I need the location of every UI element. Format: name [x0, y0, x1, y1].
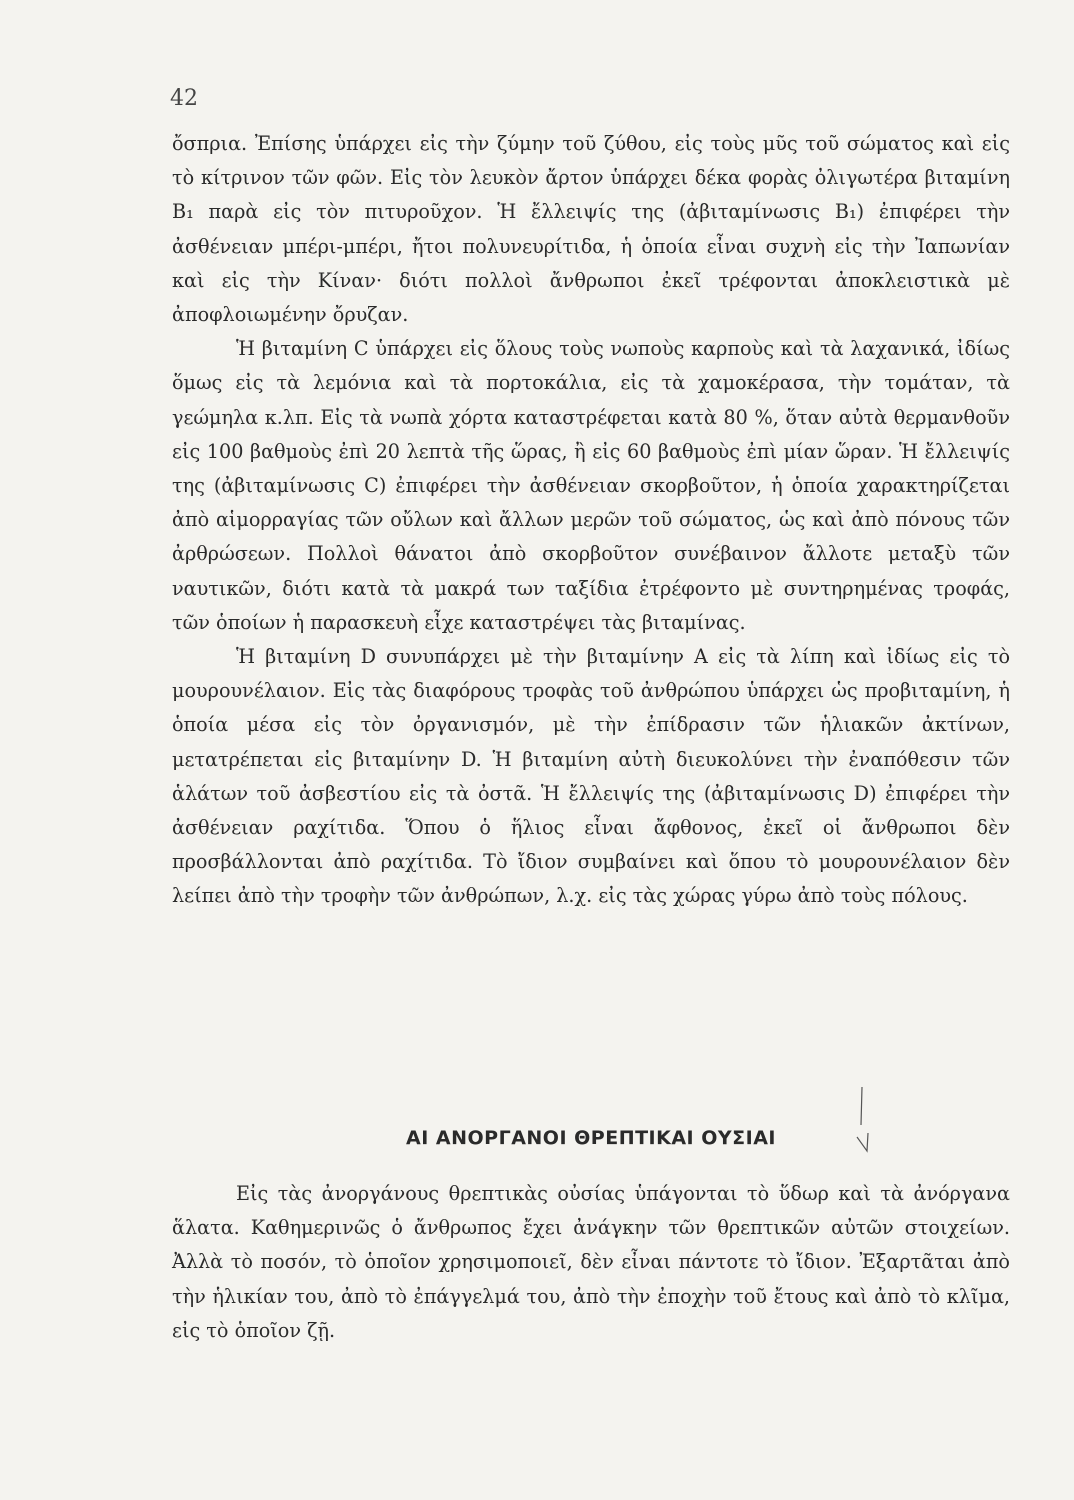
inorganic-nutrients-text — [172, 1177, 1010, 1348]
vitamins-text — [172, 127, 1010, 914]
paragraph-inorganic-nutrients: Εἰς τὰς ἀνοργάνους θρεπτικὰς οὐσίας ὑπάγονται τὸ ὕδωρ καὶ τὰ ἀνόργανα ἅλατα. Καθημερινῶς ὁ ἄνθρωπος ἔχει ἀνάγκην τῶν θρεπτικῶν αὐτῶν στοιχείων. Ἀλλὰ τὸ ποσόν, τὸ ὁποῖον χρησιμοποιεῖ, δὲν εἶναι πάντοτε τὸ ἴδιον. Ἐξαρτᾶται ἀπὸ τὴν ἡλικίαν του, ἀπὸ τὸ ἐπάγγελμά του, ἀπὸ τὴν ἐποχὴν τοῦ ἔτους καὶ ἀπὸ τὸ κλῖμα, εἰς τὸ ὁποῖον ζῇ. — [172, 1182, 1010, 1342]
paragraph-vitamin-b1-continuation: ὄσπρια. Ἐπίσης ὑπάρχει εἰς τὴν ζύμην τοῦ ζύθου, εἰς τοὺς μῦς τοῦ σώματος καὶ εἰς τὸ κίτρινον τῶν φῶν. Εἰς τὸν λευκὸν ἄρτον ὑπάρχει δέκα φορὰς ὀλιγωτέρα βιταμίνη B₁ παρὰ εἰς τὸν πιτυροῦχον. Ἡ ἔλλειψίς της (ἀβιταμίνωσις B₁) ἐπιφέρει τὴν ἀσθένειαν μπέρι-μπέρι, ἤτοι πολυνευρίτιδα, ἡ ὁποία εἶναι συχνὴ εἰς τὴν Ἰαπωνίαν καὶ εἰς τὴν Κίναν· διότι πολλοὶ ἄνθρωποι ἐκεῖ τρέφονται ἀποκλειστικὰ μὲ ἀποφλοιωμένην ὄρυζαν. — [172, 132, 1010, 327]
paragraph-vitamin-c: Ἡ βιταμίνη C ὑπάρχει εἰς ὅλους τοὺς νωποὺς καρποὺς καὶ τὰ λαχανικά, ἰδίως ὅμως εἰς τὰ λεμόνια καὶ τὰ πορτοκάλια, εἰς τὰ χαμοκέρασα, τὴν τομάταν, τὰ γεώμηλα κ.λπ. Εἰς τὰ νωπὰ χόρτα καταστρέφεται κατὰ 80 %, ὅταν αὐτὰ θερμανθοῦν εἰς 100 βαθμοὺς ἐπὶ 20 λεπτὰ τῆς ὥρας, ἢ εἰς 60 βαθμοὺς ἐπὶ μίαν ὥραν. Ἡ ἔλλειψίς της (ἀβιταμίνωσις C) ἐπιφέρει τὴν ἀσθένειαν σκορβοῦτον, ἡ ὁποία χαρακτηρίζεται ἀπὸ αἱμορραγίας τῶν οὔλων καὶ ἄλλων μερῶν τοῦ σώματος, ὡς καὶ ἀπὸ πόνους τῶν ἀρθρώσεων. Πολλοὶ θάνατοι ἀπὸ σκορβοῦτον συνέβαινον ἄλλοτε μεταξὺ τῶν ναυτικῶν, διότι κατὰ τὰ μακρά των ταξίδια ἐτρέφοντο μὲ συντηρημένας τροφάς, τῶν ὁποίων ἡ παρασκευὴ εἶχε καταστρέψει τὰς βιταμίνας. — [172, 337, 1010, 634]
section-heading: ΑΙ ΑΝΟΡΓΑΝΟΙ ΘΡΕΠΤΙΚΑΙ ΟΥΣΙΑΙ — [406, 1127, 776, 1149]
paragraph-vitamin-d: Ἡ βιταμίνη D συνυπάρχει μὲ τὴν βιταμίνην A εἰς τὰ λίπη καὶ ἰδίως εἰς τὸ μουρουνέλαιον. Εἰς τὰς διαφόρους τροφὰς τοῦ ἀνθρώπου ὑπάρχει ὡς προβιταμίνη, ἡ ὁποία μέσα εἰς τὸν ὀργανισμόν, μὲ τὴν ἐπίδρασιν τῶν ἡλιακῶν ἀκτίνων, μετατρέπεται εἰς βιταμίνην D. Ἡ βιταμίνη αὐτὴ διευκολύνει τὴν ἐναπόθεσιν τῶν ἁλάτων τοῦ ἀσβεστίου εἰς τὰ ὀστᾶ. Ἡ ἔλλειψίς της (ἀβιταμίνωσις D) ἐπιφέρει τὴν ἀσθένειαν ραχίτιδα. Ὅπου ὁ ἥλιος εἶναι ἄφθονος, ἐκεῖ οἱ ἄνθρωποι δὲν προσβάλλονται ἀπὸ ραχίτιδα. Τὸ ἴδιον συμβαίνει καὶ ὅπου τὸ μουρουνέλαιον δὲν λείπει ἀπὸ τὴν τροφὴν τῶν ἀνθρώπων, λ.χ. εἰς τὰς χώρας γύρω ἀπὸ τοὺς πόλους. — [172, 645, 1010, 908]
page-number: 42 — [170, 86, 198, 111]
